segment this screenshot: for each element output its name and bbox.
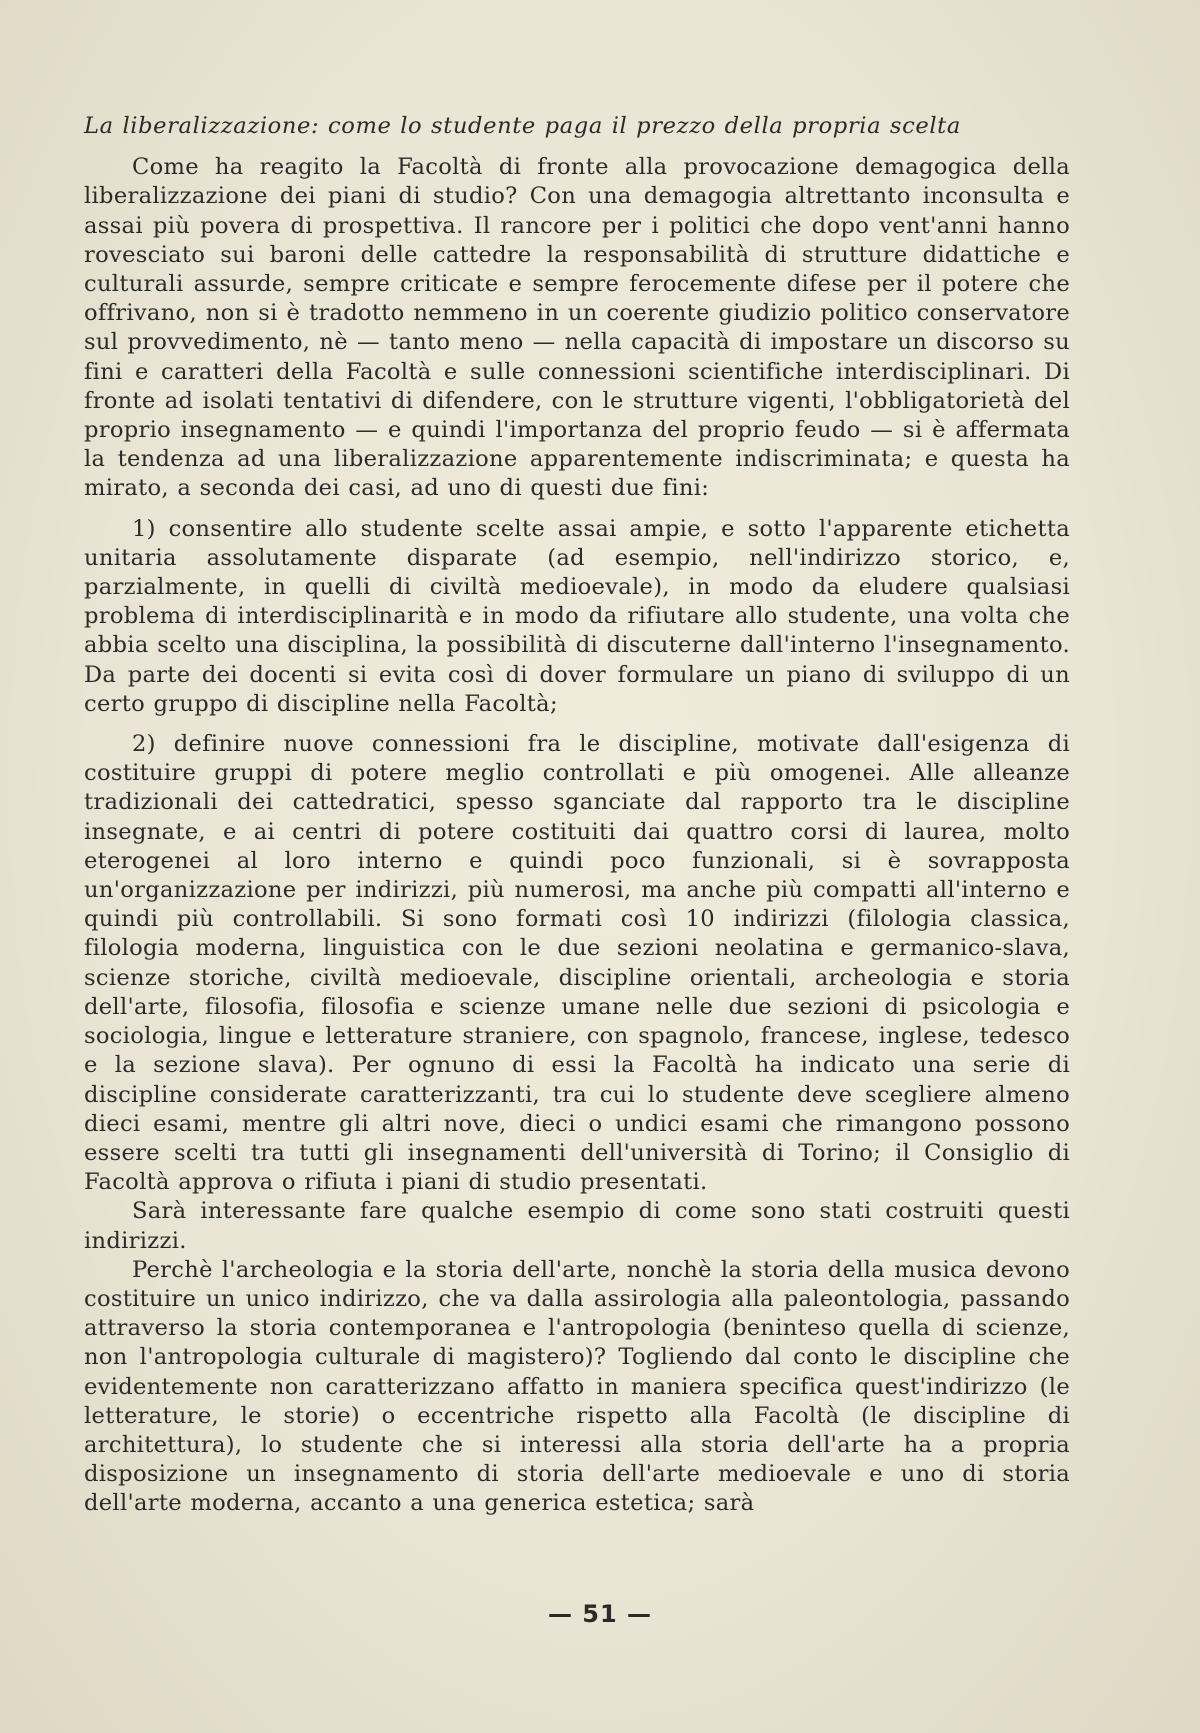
paragraph-intro: Come ha reagito la Facoltà di fronte alla provocazione demagogica della liberalizzazione dei piani di studio? Con una demagogia altrettanto inconsulta e assai più povera di prospettiva. Il rancore per i politici che dopo vent'anni hanno rovesciato sui baroni delle cattedre la responsabilità di strutture didattiche e culturali assurde, sempre criticate e sempre ferocemente difese per il potere che offrivano, non si è tradotto nemmeno in un coerente giudizio politico conservatore sul provvedimento, nè — tanto meno — nella capacità di impostare un discorso su fini e caratteri della Facoltà e sulle connessioni scientifiche interdisciplinari. Di fronte ad isolati tentativi di difendere, con le strutture vigenti, l'obbligatorietà del proprio insegnamento — e quindi l'importanza del proprio feudo — si è affermata la tendenza ad una liberalizzazione apparentemente indiscriminata; e questa ha mirato, a seconda dei casi, ad uno di questi due fini: <box>84 154 1070 502</box>
paragraph-archeology: Perchè l'archeologia e la storia dell'arte, nonchè la storia della musica devono costituire un unico indirizzo, che va dalla assirologia alla paleontologia, passando attraverso la storia contemporanea e l'antropologia (beninteso quella di scienze, non l'antropologia culturale di magistero)? Togliendo dal conto le discipline che evidentemente non caratterizzano affatto in maniera specifica quest'indirizzo (le letterature, le storie) o eccentriche rispetto alla Facoltà (le discipline di architettura), lo studente che si interessi alla storia dell'arte ha a propria disposizione un insegnamento di storia dell'arte medioevale e uno di storia dell'arte moderna, accanto a una generica estetica; sarà <box>84 1256 1070 1517</box>
paragraph-examples-intro: Sarà interessante fare qualche esempio di come sono stati costruiti questi indirizzi. <box>84 1198 1070 1254</box>
page-number: — 51 — <box>547 1600 653 1628</box>
section-heading: La liberalizzazione: come lo studente paga il prezzo della propria scelta <box>84 113 961 139</box>
body-text <box>84 112 1070 1519</box>
paragraph-point-2: 2) definire nuove connessioni fra le discipline, motivate dall'esigenza di costituire gruppi di potere meglio controllati e più omogenei. Alle alleanze tradizionali dei cattedratici, spesso sganciate dal rapporto tra le discipline insegnate, e ai centri di potere costituiti dai quattro corsi di laurea, molto eterogenei al loro interno e quindi poco funzionali, si è sovrapposta un'organizzazione per indirizzi, più numerosi, ma anche più compatti all'interno e quindi più controllabili. Si sono formati così 10 indirizzi (filologia classica, filologia moderna, linguistica con le due sezioni neolatina e germanico-slava, scienze storiche, civiltà medioevale, discipline orientali, archeologia e storia dell'arte, filosofia, filosofia e scienze umane nelle due sezioni di psicologia e sociologia, lingue e letterature straniere, con spagnolo, francese, inglese, tedesco e la sezione slava). Per ognuno di essi la Facoltà ha indicato una serie di discipline considerate caratterizzanti, tra cui lo studente deve scegliere almeno dieci esami, mentre gli altri nove, dieci o undici esami che rimangono possono essere scelti tra tutti gli insegnamenti dell'università di Torino; il Consiglio di Facoltà approva o rifiuta i piani di studio presentati. <box>84 731 1070 1196</box>
paragraph-point-1: 1) consentire allo studente scelte assai ampie, e sotto l'apparente etichetta unitaria assolutamente disparate (ad esempio, nell'indirizzo storico, e, parzialmente, in quelli di civiltà medioevale), in modo da eludere qualsiasi problema di interdisciplinarità e in modo da rifiutare allo studente, una volta che abbia scelto una disciplina, la possibilità di discuterne dall'interno l'insegnamento. Da parte dei docenti si evita così di dover formulare un piano di sviluppo di un certo gruppo di discipline nella Facoltà; <box>84 515 1070 717</box>
